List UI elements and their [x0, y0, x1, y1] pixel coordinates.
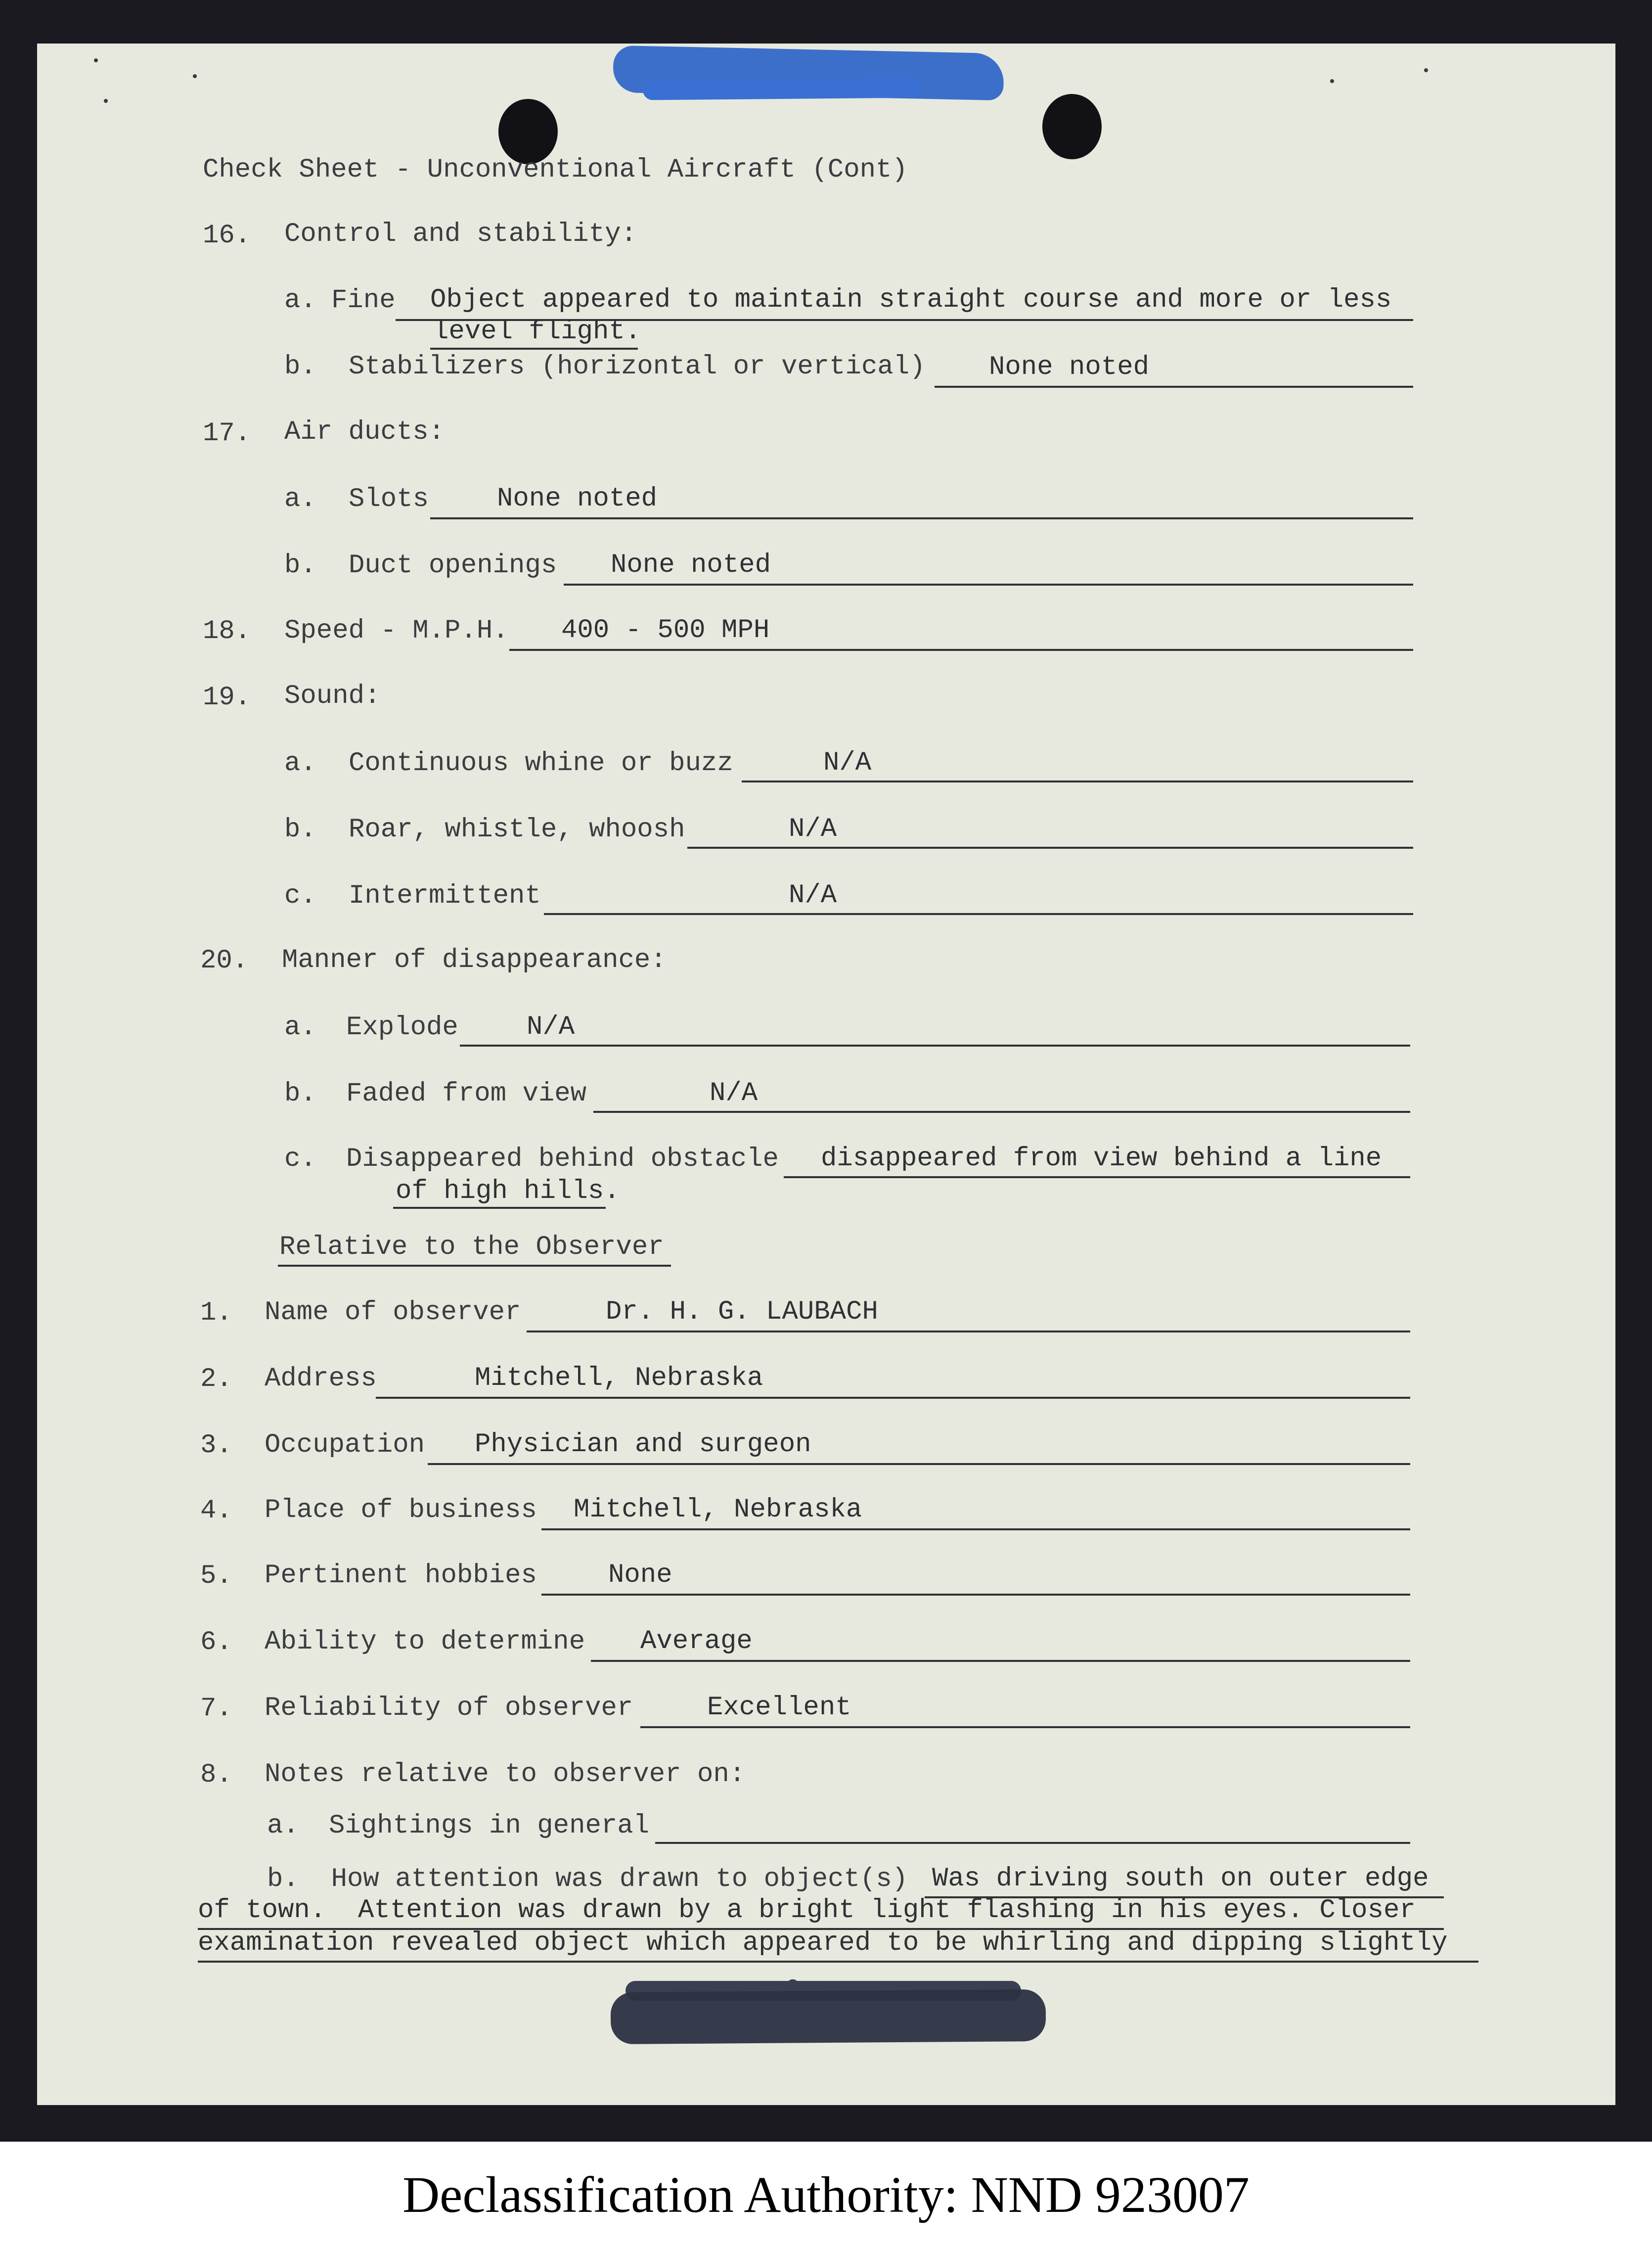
field-label-explode: Explode	[346, 1012, 458, 1043]
field-label-address: Address	[265, 1364, 377, 1394]
field-value-attention-line3: examination revealed object which appeared to be whirling and dipping slightly	[198, 1928, 1448, 1958]
item-label: Sound:	[284, 681, 381, 711]
fill-line	[509, 649, 1413, 651]
fill-line	[428, 1463, 1410, 1465]
field-value-place-of-business: Mitchell, Nebraska	[574, 1495, 862, 1525]
fill-line	[687, 847, 1413, 849]
speck	[1330, 79, 1334, 83]
field-value-attention-line1: Was driving south on outer edge	[932, 1864, 1429, 1894]
sub-letter: a.	[267, 1811, 299, 1841]
field-value-duct-openings: None noted	[611, 550, 771, 580]
item-number: 18.	[203, 616, 251, 646]
section-heading: Relative to the Observer	[279, 1232, 664, 1262]
punch-hole-right	[1042, 94, 1102, 159]
item-label: Control and stability:	[284, 219, 637, 249]
item-label: Manner of disappearance:	[282, 945, 667, 975]
speck	[1424, 68, 1428, 72]
field-value-roar: N/A	[789, 814, 837, 844]
sub-letter: a.	[284, 1012, 316, 1043]
dark-ink-mark	[611, 1989, 1046, 2044]
field-label-occupation: Occupation	[265, 1430, 425, 1460]
sub-letter: a.	[284, 285, 316, 316]
field-value-fine-line1: Object appeared to maintain straight course and more or less	[430, 285, 1392, 315]
page-title: Check Sheet - Unconventional Aircraft (Cont)	[203, 155, 908, 185]
field-value-continuous: N/A	[823, 748, 872, 778]
field-value-speed: 400 - 500 MPH	[561, 615, 770, 645]
fill-line	[640, 1726, 1410, 1728]
field-label-slots: Slots	[349, 484, 429, 514]
row-number: 3.	[200, 1430, 232, 1461]
fill-line	[460, 1045, 1410, 1047]
field-value-fine-line2: level flight.	[433, 317, 641, 347]
sub-letter: a.	[284, 484, 316, 514]
fill-line	[593, 1111, 1410, 1113]
field-value-disappeared-line2: of high hills.	[396, 1176, 620, 1206]
row-number: 4.	[200, 1496, 232, 1526]
field-label-speed: Speed - M.P.H.	[284, 616, 509, 646]
sub-letter: c.	[284, 1144, 316, 1174]
item-number: 16.	[203, 221, 251, 251]
sub-letter: b.	[284, 551, 316, 581]
speck	[94, 58, 98, 62]
field-value-address: Mitchell, Nebraska	[475, 1363, 763, 1393]
field-value-stabilizers: None noted	[989, 352, 1150, 382]
field-label-intermittent: Intermittent	[349, 881, 541, 911]
notes-label: Notes relative to observer on:	[265, 1759, 746, 1789]
field-value-attention-line2: of town. Attention was drawn by a bright light flashing in his eyes. Closer	[198, 1895, 1416, 1926]
field-label-ability: Ability to determine	[265, 1627, 585, 1657]
sub-letter: b.	[284, 815, 316, 845]
fill-line	[430, 517, 1413, 519]
row-number: 1.	[200, 1298, 232, 1328]
field-value-explode: N/A	[527, 1012, 575, 1042]
declassification-footer: Declassification Authority: NND 923007	[402, 2166, 1250, 2223]
item-number: 20.	[200, 946, 249, 976]
fill-line	[742, 780, 1413, 782]
fill-line	[541, 1594, 1410, 1596]
row-number: 8.	[200, 1760, 232, 1790]
field-value-occupation: Physician and surgeon	[475, 1429, 811, 1460]
field-label-stabilizers: Stabilizers (horizontal or vertical)	[349, 352, 926, 382]
fill-line	[527, 1330, 1410, 1332]
field-value-ability: Average	[640, 1626, 753, 1656]
fill-line	[544, 913, 1413, 915]
fill-line	[541, 1528, 1410, 1530]
field-label-faded: Faded from view	[346, 1079, 587, 1109]
fill-line	[393, 1207, 606, 1209]
field-value-hobbies: None	[608, 1560, 672, 1590]
sub-letter: b.	[284, 1079, 316, 1109]
fill-line	[935, 386, 1413, 388]
heading-underline	[278, 1265, 671, 1267]
field-label-reliability: Reliability of observer	[265, 1693, 633, 1723]
blue-ink-mark-streak	[643, 78, 920, 100]
field-value-disappeared-line1: disappeared from view behind a line	[821, 1144, 1382, 1174]
row-number: 5.	[200, 1561, 232, 1591]
field-label-name: Name of observer	[265, 1297, 521, 1328]
sub-letter: a.	[284, 748, 316, 779]
speck	[193, 74, 197, 78]
field-label-continuous: Continuous whine or buzz	[349, 748, 733, 779]
field-label-hobbies: Pertinent hobbies	[265, 1560, 537, 1591]
row-number: 7.	[200, 1694, 232, 1724]
fill-line	[591, 1660, 1410, 1662]
item-label: Air ducts:	[284, 417, 445, 447]
fill-line	[198, 1961, 1478, 1963]
sub-letter: c.	[284, 881, 316, 911]
field-value-name: Dr. H. G. LAUBACH	[606, 1297, 878, 1327]
field-label-attention: b. How attention was drawn to object(s)	[267, 1864, 908, 1894]
field-value-reliability: Excellent	[707, 1693, 851, 1723]
field-value-faded: N/A	[710, 1078, 758, 1108]
fill-line	[784, 1176, 1410, 1178]
item-number: 19.	[203, 683, 251, 713]
field-label-fine: Fine	[331, 285, 396, 316]
item-number: 17.	[203, 418, 251, 449]
field-value-slots: None noted	[497, 484, 658, 514]
speck	[104, 99, 108, 103]
row-number: 2.	[200, 1364, 232, 1394]
fill-line	[655, 1842, 1410, 1844]
sub-letter: b.	[284, 352, 316, 382]
fill-line	[376, 1397, 1410, 1399]
row-number: 6.	[200, 1627, 232, 1657]
field-label-roar: Roar, whistle, whoosh	[349, 815, 685, 845]
field-label-sightings: Sightings in general	[329, 1811, 650, 1841]
fill-line	[564, 584, 1413, 586]
field-label-duct-openings: Duct openings	[349, 551, 557, 581]
fill-line	[430, 348, 638, 350]
field-label-disappeared-behind: Disappeared behind obstacle	[346, 1144, 779, 1174]
field-label-place-of-business: Place of business	[265, 1495, 537, 1525]
field-value-intermittent: N/A	[789, 880, 837, 911]
